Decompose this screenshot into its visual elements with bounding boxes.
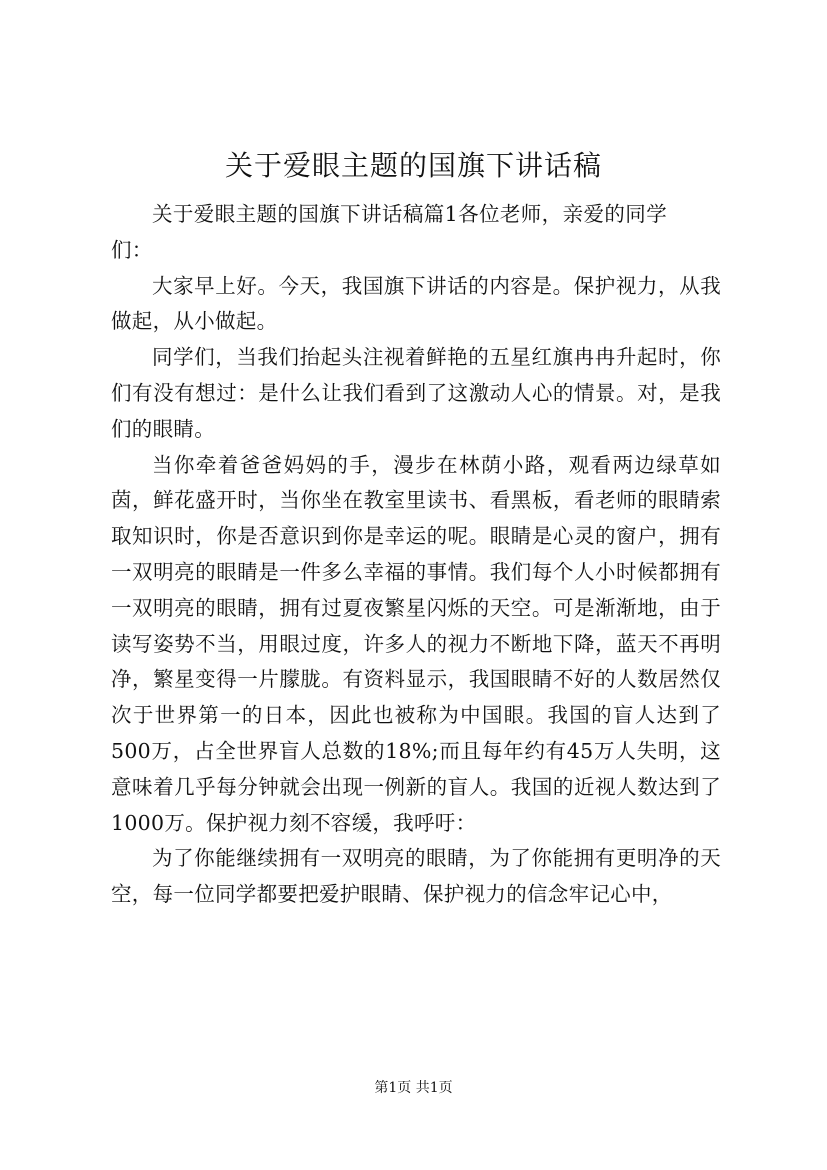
- paragraph-greeting: 关于爱眼主题的国旗下讲话稿篇1各位老师，亲爱的同学们：: [111, 202, 667, 262]
- document-title: 关于爱眼主题的国旗下讲话稿: [224, 149, 602, 182]
- paragraph-eyes: 当你牵着爸爸妈妈的手，漫步在林荫小路，观看两边绿草如茵，鲜花盛开时，当你坐在教室里读书、看黑板，看老师的眼睛索取知识时，你是否意识到你是幸运的呢。眼睛是心灵的窗户，拥有一双明亮的眼睛是一件多么幸福的事情。我们每个人小时候都拥有一双明亮的眼睛，拥有过夏夜繁星闪烁的天空。可是渐渐地，由于读写姿势不当，用眼过度，许多人的视力不断地下降，蓝天不再明净，繁星变得一片朦胧。有资料显示，我国眼睛不好的人数居然仅次于世界第一的日本，因此也被称为中国眼。我国的盲人达到了500万，占全世界盲人总数的18%;而且每年约有45万人失明，这意味着几乎每分钟就会出现一例新的盲人。我国的近视人数达到了1000万。保护视力刻不容缓，我呼吁：: [111, 452, 721, 835]
- paragraph-flag: 同学们，当我们抬起头注视着鲜艳的五星红旗冉冉升起时，你们有没有想过：是什么让我们看到了这激动人心的情景。对，是我们的眼睛。: [111, 345, 721, 441]
- page-number-footer: 第1页 共1页: [374, 1080, 453, 1096]
- paragraph-opening: 大家早上好。今天，我国旗下讲话的内容是。保护视力，从我做起，从小做起。: [111, 273, 721, 334]
- document-body: [111, 197, 721, 913]
- paragraph-appeal: 为了你能继续拥有一双明亮的眼睛，为了你能拥有更明净的天空，每一位同学都要把爱护眼睛、保护视力的信念牢记心中，: [111, 846, 721, 907]
